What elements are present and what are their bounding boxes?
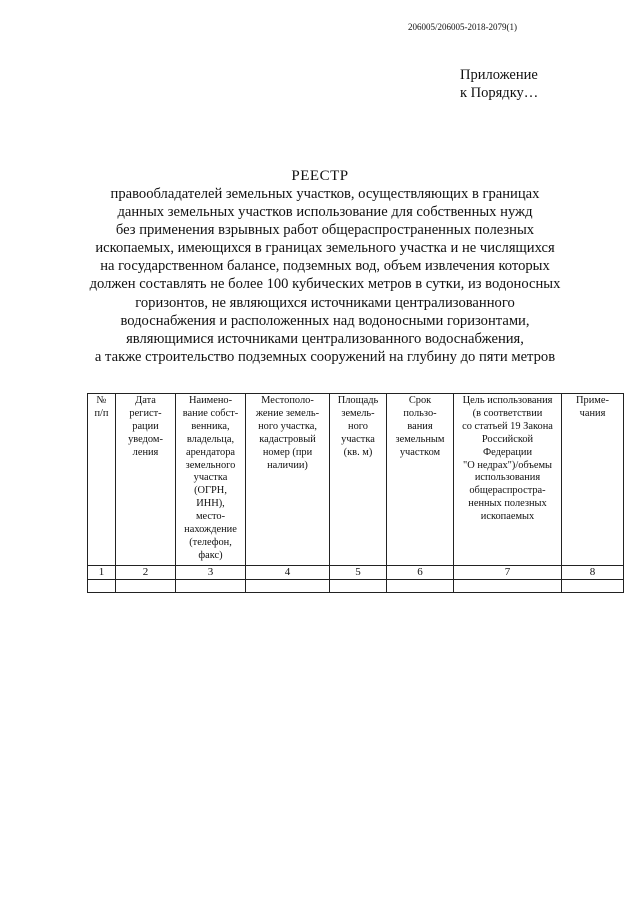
header-text-line: пользо- bbox=[403, 407, 437, 419]
header-text-line: Дата bbox=[135, 395, 156, 406]
header-text-line: место- bbox=[195, 511, 226, 523]
header-text-line: (кв. м) bbox=[343, 446, 373, 458]
header-cell bbox=[454, 394, 562, 566]
header-text-line: (телефон, bbox=[189, 536, 232, 548]
header-text-line: использования bbox=[474, 472, 541, 484]
header-text-line: жение земель- bbox=[255, 407, 320, 419]
appendix-line-2: к Порядку… bbox=[460, 85, 539, 101]
header-cell bbox=[116, 394, 176, 566]
subtitle-line: ископаемых, имеющихся в границах земельного участка и не числящихся bbox=[95, 240, 555, 257]
header-text-line: ного bbox=[348, 420, 368, 432]
subtitle-line: должен составлять не более 100 кубических метров в сутки, из водоносных bbox=[89, 276, 561, 293]
header-text-line: арендатора bbox=[185, 446, 235, 458]
header-text-line: (в соответствии bbox=[472, 407, 543, 419]
empty-data-row bbox=[88, 580, 624, 593]
column-number: 1 bbox=[88, 566, 116, 580]
column-number: 6 bbox=[387, 566, 454, 580]
header-text-line: ненных полезных bbox=[468, 498, 547, 510]
header-text-line: регист- bbox=[129, 407, 162, 419]
header-text-line: Площадь bbox=[337, 395, 379, 406]
header-text-line: участка bbox=[193, 472, 228, 484]
table-cell bbox=[88, 580, 116, 593]
header-text-line: ного участка, bbox=[258, 420, 317, 432]
header-cell bbox=[88, 394, 116, 566]
table-cell bbox=[387, 580, 454, 593]
header-text-line: Российской bbox=[481, 433, 534, 445]
header-text-line: участком bbox=[399, 446, 441, 458]
table-cell bbox=[562, 580, 624, 593]
column-number-row bbox=[88, 566, 624, 580]
header-text-line: Цель использования bbox=[462, 395, 553, 406]
header-text-line: владельца, bbox=[186, 433, 235, 445]
header-text-line: Федерации bbox=[482, 446, 533, 458]
table-cell bbox=[330, 580, 387, 593]
header-text-line: земель- bbox=[341, 407, 375, 419]
registry-table bbox=[87, 393, 624, 593]
subtitle-line: без применения взрывных работ общераспространенных полезных bbox=[115, 222, 535, 239]
header-cell bbox=[562, 394, 624, 566]
header-cell bbox=[330, 394, 387, 566]
header-text-line: "О недрах")/объемы bbox=[462, 459, 553, 471]
header-text-line: ископаемых bbox=[480, 511, 535, 523]
table-header-row bbox=[88, 394, 624, 566]
header-cell bbox=[246, 394, 330, 566]
header-text-line: вание собст- bbox=[182, 407, 239, 419]
header-text-line: № bbox=[96, 395, 107, 406]
column-number: 4 bbox=[246, 566, 330, 580]
header-text-line: (ОГРН, bbox=[194, 485, 227, 497]
header-text-line: наличии) bbox=[267, 459, 308, 471]
appendix-reference bbox=[460, 66, 610, 102]
header-cell bbox=[387, 394, 454, 566]
header-text-line: кадастровый bbox=[259, 433, 316, 445]
header-text-line: венника, bbox=[191, 420, 230, 432]
header-text-line: Местополо- bbox=[261, 395, 314, 406]
registry-subtitle bbox=[60, 185, 590, 366]
header-text-line: Приме- bbox=[576, 395, 609, 406]
header-text-line: чания bbox=[579, 407, 606, 419]
subtitle-line: являющимися источниками централизованного водоснабжения, bbox=[126, 330, 524, 347]
registry-title: РЕЕСТР bbox=[291, 168, 349, 184]
subtitle-line: водоснабжения и расположенных над водоносными горизонтами, bbox=[120, 312, 530, 329]
header-text-line: земельного bbox=[185, 459, 236, 471]
subtitle-line: правообладателей земельных участков, осуществляющих в границах bbox=[110, 186, 540, 202]
table-cell bbox=[246, 580, 330, 593]
subtitle-line: данных земельных участков использование для собственных нужд bbox=[117, 204, 533, 221]
column-number: 5 bbox=[330, 566, 387, 580]
header-text-line: факс) bbox=[198, 549, 223, 561]
table-cell bbox=[116, 580, 176, 593]
header-text-line: общераспростра- bbox=[469, 485, 546, 497]
header-text-line: земельным bbox=[395, 433, 445, 445]
header-cell bbox=[176, 394, 246, 566]
header-text-line: вания bbox=[407, 420, 433, 432]
header-text-line: ления bbox=[132, 446, 159, 458]
document-code: 206005/206005-2018-2079(1) bbox=[408, 22, 517, 32]
header-text-line: номер (при bbox=[262, 446, 313, 458]
table-cell bbox=[454, 580, 562, 593]
subtitle-line: а также строительство подземных сооружений на глубину до пяти метров bbox=[94, 348, 556, 365]
header-text-line: Наимено- bbox=[188, 395, 233, 406]
header-text-line: участка bbox=[341, 433, 375, 445]
table-cell bbox=[176, 580, 246, 593]
subtitle-line: на государственном балансе, подземных вод, объем извлечения которых bbox=[100, 258, 550, 275]
header-text-line: ИНН), bbox=[196, 498, 225, 510]
header-text-line: п/п bbox=[94, 407, 109, 419]
column-number: 8 bbox=[562, 566, 624, 580]
appendix-line-1: Приложение bbox=[460, 67, 538, 83]
header-text-line: Срок bbox=[408, 395, 432, 406]
column-number: 2 bbox=[116, 566, 176, 580]
column-number: 3 bbox=[176, 566, 246, 580]
subtitle-line: горизонтов, не являющихся источниками централизованного bbox=[135, 294, 515, 311]
column-number: 7 bbox=[454, 566, 562, 580]
header-text-line: со статьей 19 Закона bbox=[462, 420, 553, 432]
header-text-line: нахождение bbox=[184, 524, 237, 536]
header-text-line: уведом- bbox=[128, 433, 163, 445]
header-text-line: рации bbox=[132, 420, 159, 432]
